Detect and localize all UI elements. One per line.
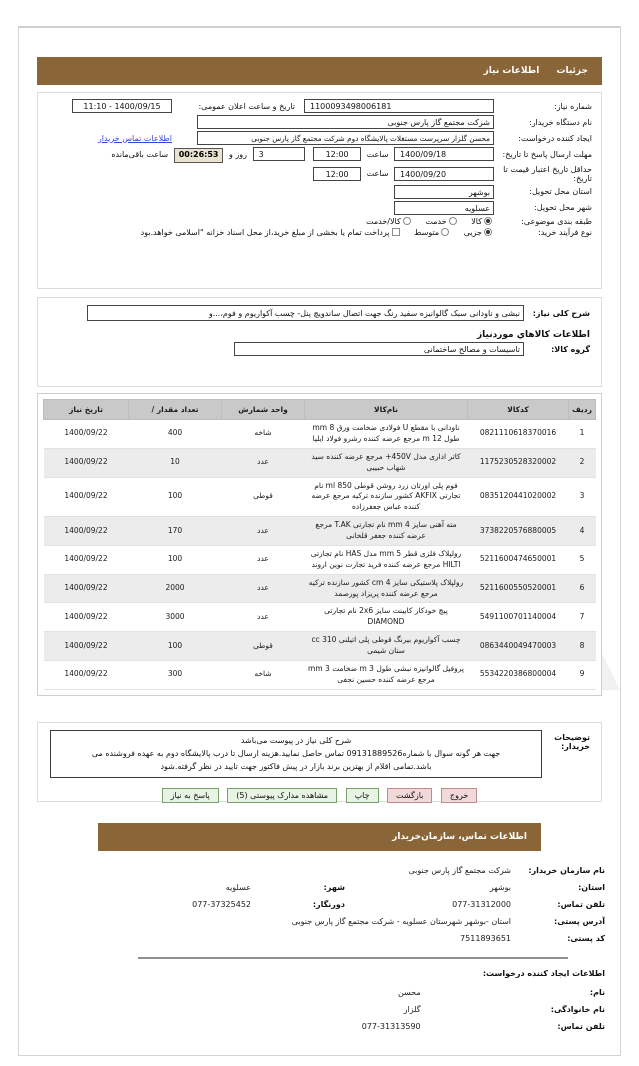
value-creator-family: گلزار (403, 1005, 421, 1014)
table-row[interactable] (44, 632, 596, 661)
label-validity-hour: ساعت (366, 169, 389, 178)
cell-name: فوم پلی اورتان زرد روشن قوطی 850 ml نام تجارتی AKFIX کشور سازنده ترکیه مرجع عرضه کننده عباس جعفرزاده (305, 477, 468, 517)
radio-dot-khedmat[interactable] (449, 217, 457, 225)
buyer-contact-table (98, 862, 608, 947)
cell-date: 1400/09/22 (44, 660, 129, 689)
cell-qty: 10 (129, 448, 222, 477)
section-header-need-details (37, 57, 602, 85)
row-contact-org (98, 862, 608, 879)
cell-code: 0835120441020002 (468, 477, 569, 517)
table-row[interactable] (44, 477, 596, 517)
radio-label-khedmat: خدمت (425, 216, 447, 226)
label-announce-datetime: تاریخ و ساعت اعلان عمومی: (198, 101, 295, 111)
cell-index: 4 (569, 517, 596, 546)
table-row[interactable] (44, 603, 596, 632)
label-contact-fax: دورنگار: (312, 900, 345, 909)
label-buyer-notes: توضیحات خریدار: (554, 733, 590, 751)
radio-dot-motavaset[interactable] (441, 228, 449, 236)
radio-label-kala-khedmat: کالا/خدمت (366, 216, 401, 226)
cell-index: 6 (569, 574, 596, 603)
cell-code: 3738220576880005 (468, 517, 569, 546)
label-deadline: مهلت ارسال پاسخ تا تاریخ: (502, 150, 592, 160)
row-deadline (44, 146, 595, 164)
row-buyer-notes (46, 729, 593, 779)
cell-qty: 400 (129, 420, 222, 449)
label-contact-postal: کد پستی: (567, 934, 605, 943)
row-need-summary (46, 304, 593, 322)
cell-unit: عدد (222, 517, 305, 546)
city-value: عسلویه (394, 201, 494, 215)
days-remaining-value: 3 (253, 147, 305, 161)
label-creator-name: نام: (589, 988, 605, 997)
radio-label-motavaset: متوسط (414, 227, 440, 237)
countdown-timer: 00:26:53 (174, 148, 224, 163)
cell-unit: عدد (222, 603, 305, 632)
label-buyer-org: نام دستگاه خریدار: (529, 117, 592, 127)
cell-code: 0863440049470003 (468, 632, 569, 661)
radio-label-jozyi: جزیی (463, 227, 482, 237)
cell-date: 1400/09/22 (44, 517, 129, 546)
announce-datetime-value: 1400/09/15 - 11:10 (72, 99, 172, 113)
validity-date-value: 1400/09/20 (394, 167, 494, 181)
table-row[interactable] (44, 420, 596, 449)
cell-unit: عدد (222, 574, 305, 603)
cell-date: 1400/09/22 (44, 603, 129, 632)
need-number-value: 1100093498006181 (304, 99, 494, 113)
creator-info-table (98, 984, 608, 1035)
row-buyer-org (44, 114, 595, 130)
row-goods-group (46, 341, 593, 357)
value-contact-province: بوشهر (489, 883, 511, 892)
buyer-contact-link[interactable]: اطلاعات تماس خریدار (97, 133, 172, 143)
cell-qty: 100 (129, 477, 222, 517)
value-contact-postal: 7511893651 (460, 934, 511, 943)
exit-button[interactable]: خروج (441, 788, 477, 803)
cell-name: رولپلاک پلاستیکی سایز 4 cm کشور سازنده ترکیه مرجع عرضه کننده پریزاد پورصمد (305, 574, 468, 603)
cell-index: 2 (569, 448, 596, 477)
label-deadline-hour: ساعت (366, 149, 389, 159)
label-goods-group: گروه کالا: (551, 344, 590, 354)
goods-group-value: تاسیسات و مصالح ساختمانی (234, 342, 524, 356)
cell-index: 7 (569, 603, 596, 632)
cell-name: رولپلاک فلزی قطر 5 mm مدل HAS نام تجارتی HILTI مرجع عرضه کننده فرید تجارت نوین اروند (305, 545, 468, 574)
cell-index: 9 (569, 660, 596, 689)
goods-table-body (44, 420, 596, 690)
deadline-hour-value: 12:00 (313, 147, 361, 161)
creator-info-title: اطلاعات ایجاد کننده درخواست: (482, 969, 605, 978)
province-value: بوشهر (394, 185, 494, 199)
label-city: شهر محل تحویل: (534, 203, 592, 212)
summary-form (46, 304, 593, 357)
table-row[interactable] (44, 517, 596, 546)
deadline-date-value: 1400/09/18 (394, 147, 494, 161)
cell-name: چسب آکواریوم بیرنگ قوطی پلی اتیلنی 310 cc ستان شیمی (305, 632, 468, 661)
row-need-number (44, 98, 595, 114)
table-row[interactable] (44, 574, 596, 603)
label-contact-province: استان: (578, 883, 605, 892)
radio-category-kala-khedmat[interactable] (366, 217, 413, 226)
cell-code: 5534220386800004 (468, 660, 569, 689)
action-buttons-row (46, 788, 593, 803)
label-contact-city: شهر: (323, 883, 345, 892)
cell-code: 0821110618370016 (468, 420, 569, 449)
col-name: نام‌کالا (305, 400, 468, 420)
checkbox-treasury-payment[interactable] (141, 228, 402, 237)
tab-details[interactable]: جزئیات (556, 66, 588, 76)
row-goods-section-title (46, 322, 593, 341)
label-creator-phone: تلفن تماس: (557, 1022, 605, 1031)
need-info-form (44, 98, 595, 238)
buyer-notes-form (46, 729, 593, 779)
col-index: ردیف (569, 400, 596, 420)
label-days-unit: روز و (229, 149, 248, 159)
row-creator (44, 130, 595, 146)
label-contact-phone: تلفن تماس: (557, 900, 605, 909)
radio-label-kala: کالا (471, 216, 482, 226)
goods-table (43, 399, 596, 690)
cell-qty: 100 (129, 632, 222, 661)
cell-name: کاتر اداری مدل 450V+ مرجع عرضه کننده سید شهاب حبیبی (305, 448, 468, 477)
checkbox-label-treasury: پرداخت تمام یا بخشی از مبلغ خرید،از محل اسناد خزانه "اسلامی خواهد.بود (140, 227, 390, 237)
label-province: استان محل تحویل: (529, 187, 592, 196)
table-row[interactable] (44, 545, 596, 574)
buyer-contact-title: اطلاعات تماس، سازمان‌خریدار (392, 832, 527, 842)
creator-value: محسن گلزار سرپرست مستغلات پالایشگاه دوم شرکت مجتمع گاز پارس جنوبی (197, 131, 494, 145)
col-code: کدکالا (468, 400, 569, 420)
cell-qty: 300 (129, 660, 222, 689)
row-contact-postal (98, 930, 608, 947)
cell-index: 3 (569, 477, 596, 517)
value-creator-name: محسن (397, 988, 421, 997)
cell-date: 1400/09/22 (44, 477, 129, 517)
cell-date: 1400/09/22 (44, 448, 129, 477)
value-contact-address: استان -بوشهر شهرستان عسلویه - شرکت مجتمع گاز پارس جنوبی (291, 917, 511, 926)
row-process-type (44, 227, 595, 238)
cell-unit: شاخه (222, 660, 305, 689)
col-unit: واحد شمارش (222, 400, 305, 420)
cell-code: 5491100701140004 (468, 603, 569, 632)
cell-qty: 100 (129, 545, 222, 574)
label-need-number: شماره نیاز: (554, 101, 592, 111)
value-contact-org: شرکت مجتمع گاز پارس جنوبی (408, 866, 511, 875)
cell-unit: قوطی (222, 477, 305, 517)
cell-name: ناودانی با مقطع U فولادی ضخامت ورق 8 mm طول 12 m مرجع عرضه کننده رشرو فولاد ایلیا (305, 420, 468, 449)
cell-date: 1400/09/22 (44, 545, 129, 574)
label-creator: ایجاد کننده درخواست: (518, 133, 592, 143)
cell-unit: شاخه (222, 420, 305, 449)
row-validity (44, 164, 595, 184)
row-contact-phone (98, 896, 608, 913)
cell-name: مته آهنی سایز 4 mm نام تجارتی T.AK مرجع عرضه کننده جعفر قلخانی (305, 517, 468, 546)
row-province (44, 184, 595, 200)
value-contact-fax: 077-37325452 (192, 900, 251, 909)
cell-unit: عدد (222, 545, 305, 574)
goods-table-header-row (44, 400, 596, 420)
label-category: طبقه بندی موضوعی: (521, 216, 592, 226)
radio-dot-kala[interactable] (484, 217, 492, 225)
table-row[interactable] (44, 660, 596, 689)
radio-category-khedmat[interactable] (425, 217, 458, 226)
cell-name: پروفیل گالوانیزه نبشی طول 3 m ضخامت 3 mm مرجع عرضه کننده حسین نجفی (305, 660, 468, 689)
label-validity: حداقل تاریخ اعتبار قیمت تا تاریخ: (503, 164, 592, 183)
buyer-notes-line-3: باشد.تمامی اقلام از بهترین برند بازار در پیش فاکتور جهت تایید در نظر گرفته.شود (160, 762, 432, 772)
cell-code: 1175230528320002 (468, 448, 569, 477)
cell-index: 1 (569, 420, 596, 449)
validity-hour-value: 12:00 (313, 167, 361, 181)
label-creator-family: نام خانوادگی: (550, 1005, 605, 1014)
cell-code: 5211600550520001 (468, 574, 569, 603)
cell-code: 5211600474650001 (468, 545, 569, 574)
row-creator-phone (98, 1018, 608, 1035)
value-contact-city: عسلویه (225, 883, 251, 892)
radio-category-kala[interactable] (471, 217, 494, 226)
buyer-notes-line-1: شرح کلی نیاز در پیوست می‌باشد (240, 736, 352, 745)
cell-qty: 2000 (129, 574, 222, 603)
row-city (44, 200, 595, 216)
row-contact-province (98, 879, 608, 896)
buyer-notes-box (50, 730, 542, 778)
goods-table-wrapper (37, 393, 602, 696)
label-need-summary: شرح کلی نیاز: (532, 308, 590, 318)
cell-unit: قوطی (222, 632, 305, 661)
goods-section-title: اطلاعات کالاهاي موردنیاز (476, 330, 590, 340)
col-qty: تعداد مقدار / (129, 400, 222, 420)
cell-index: 5 (569, 545, 596, 574)
table-row[interactable] (44, 448, 596, 477)
print-button[interactable]: چاپ (346, 788, 379, 803)
label-timer-suffix: ساعت باقی‌مانده (111, 149, 169, 159)
cell-date: 1400/09/22 (44, 420, 129, 449)
row-creator-name (98, 984, 608, 1001)
cell-date: 1400/09/22 (44, 574, 129, 603)
cell-qty: 170 (129, 517, 222, 546)
cell-name: پیچ خودکار کابینت سایز 2x6 نام تجارتی DIAMOND (305, 603, 468, 632)
cell-index: 8 (569, 632, 596, 661)
radio-process-jozyi[interactable] (464, 228, 494, 237)
radio-dot-kala-khedmat[interactable] (403, 217, 411, 225)
radio-process-motavaset[interactable] (414, 228, 451, 237)
label-process-type: نوع فرآیند خرید: (538, 227, 592, 237)
row-contact-address (98, 913, 608, 930)
row-creator-family (98, 1001, 608, 1018)
buyer-org-value: شرکت مجتمع گاز پارس جنوبی (197, 115, 494, 129)
tab-need-info[interactable]: اطلاعات نیاز (483, 66, 540, 76)
value-creator-phone: 077-31313590 (361, 1022, 421, 1031)
row-category (44, 216, 595, 227)
buyer-notes-line-2: جهت هر گونه سوال با شماره09131889526 تماس حاصل نمایید.هزینه ارسال تا درب پالایشگاه دوم به عهده فروشنده می (91, 749, 501, 759)
label-contact-address: آدرس پستی: (554, 917, 605, 926)
col-date: تاریخ نیاز (44, 400, 129, 420)
back-button[interactable]: بازگشت (387, 788, 432, 803)
section-header-buyer-contact (98, 823, 541, 851)
cell-date: 1400/09/22 (44, 632, 129, 661)
radio-dot-jozyi[interactable] (484, 228, 492, 236)
cell-qty: 3000 (129, 603, 222, 632)
respond-to-need-button[interactable]: پاسخ به نیاز (162, 788, 219, 803)
label-contact-org: نام سازمان خریدار: (528, 866, 605, 875)
need-summary-value: نبشی و ناودانی سبک گالوانیزه سفید رنگ جهت اتصال ساندویچ پنل- چسب آکواریوم و فوم،...و (87, 305, 524, 321)
contact-divider (138, 957, 568, 959)
view-attachments-button[interactable]: مشاهده مدارک پیوستی (5) (227, 788, 337, 803)
value-contact-phone: 077-31312000 (452, 900, 511, 909)
cell-unit: عدد (222, 448, 305, 477)
checkbox-box-treasury[interactable] (392, 228, 400, 236)
